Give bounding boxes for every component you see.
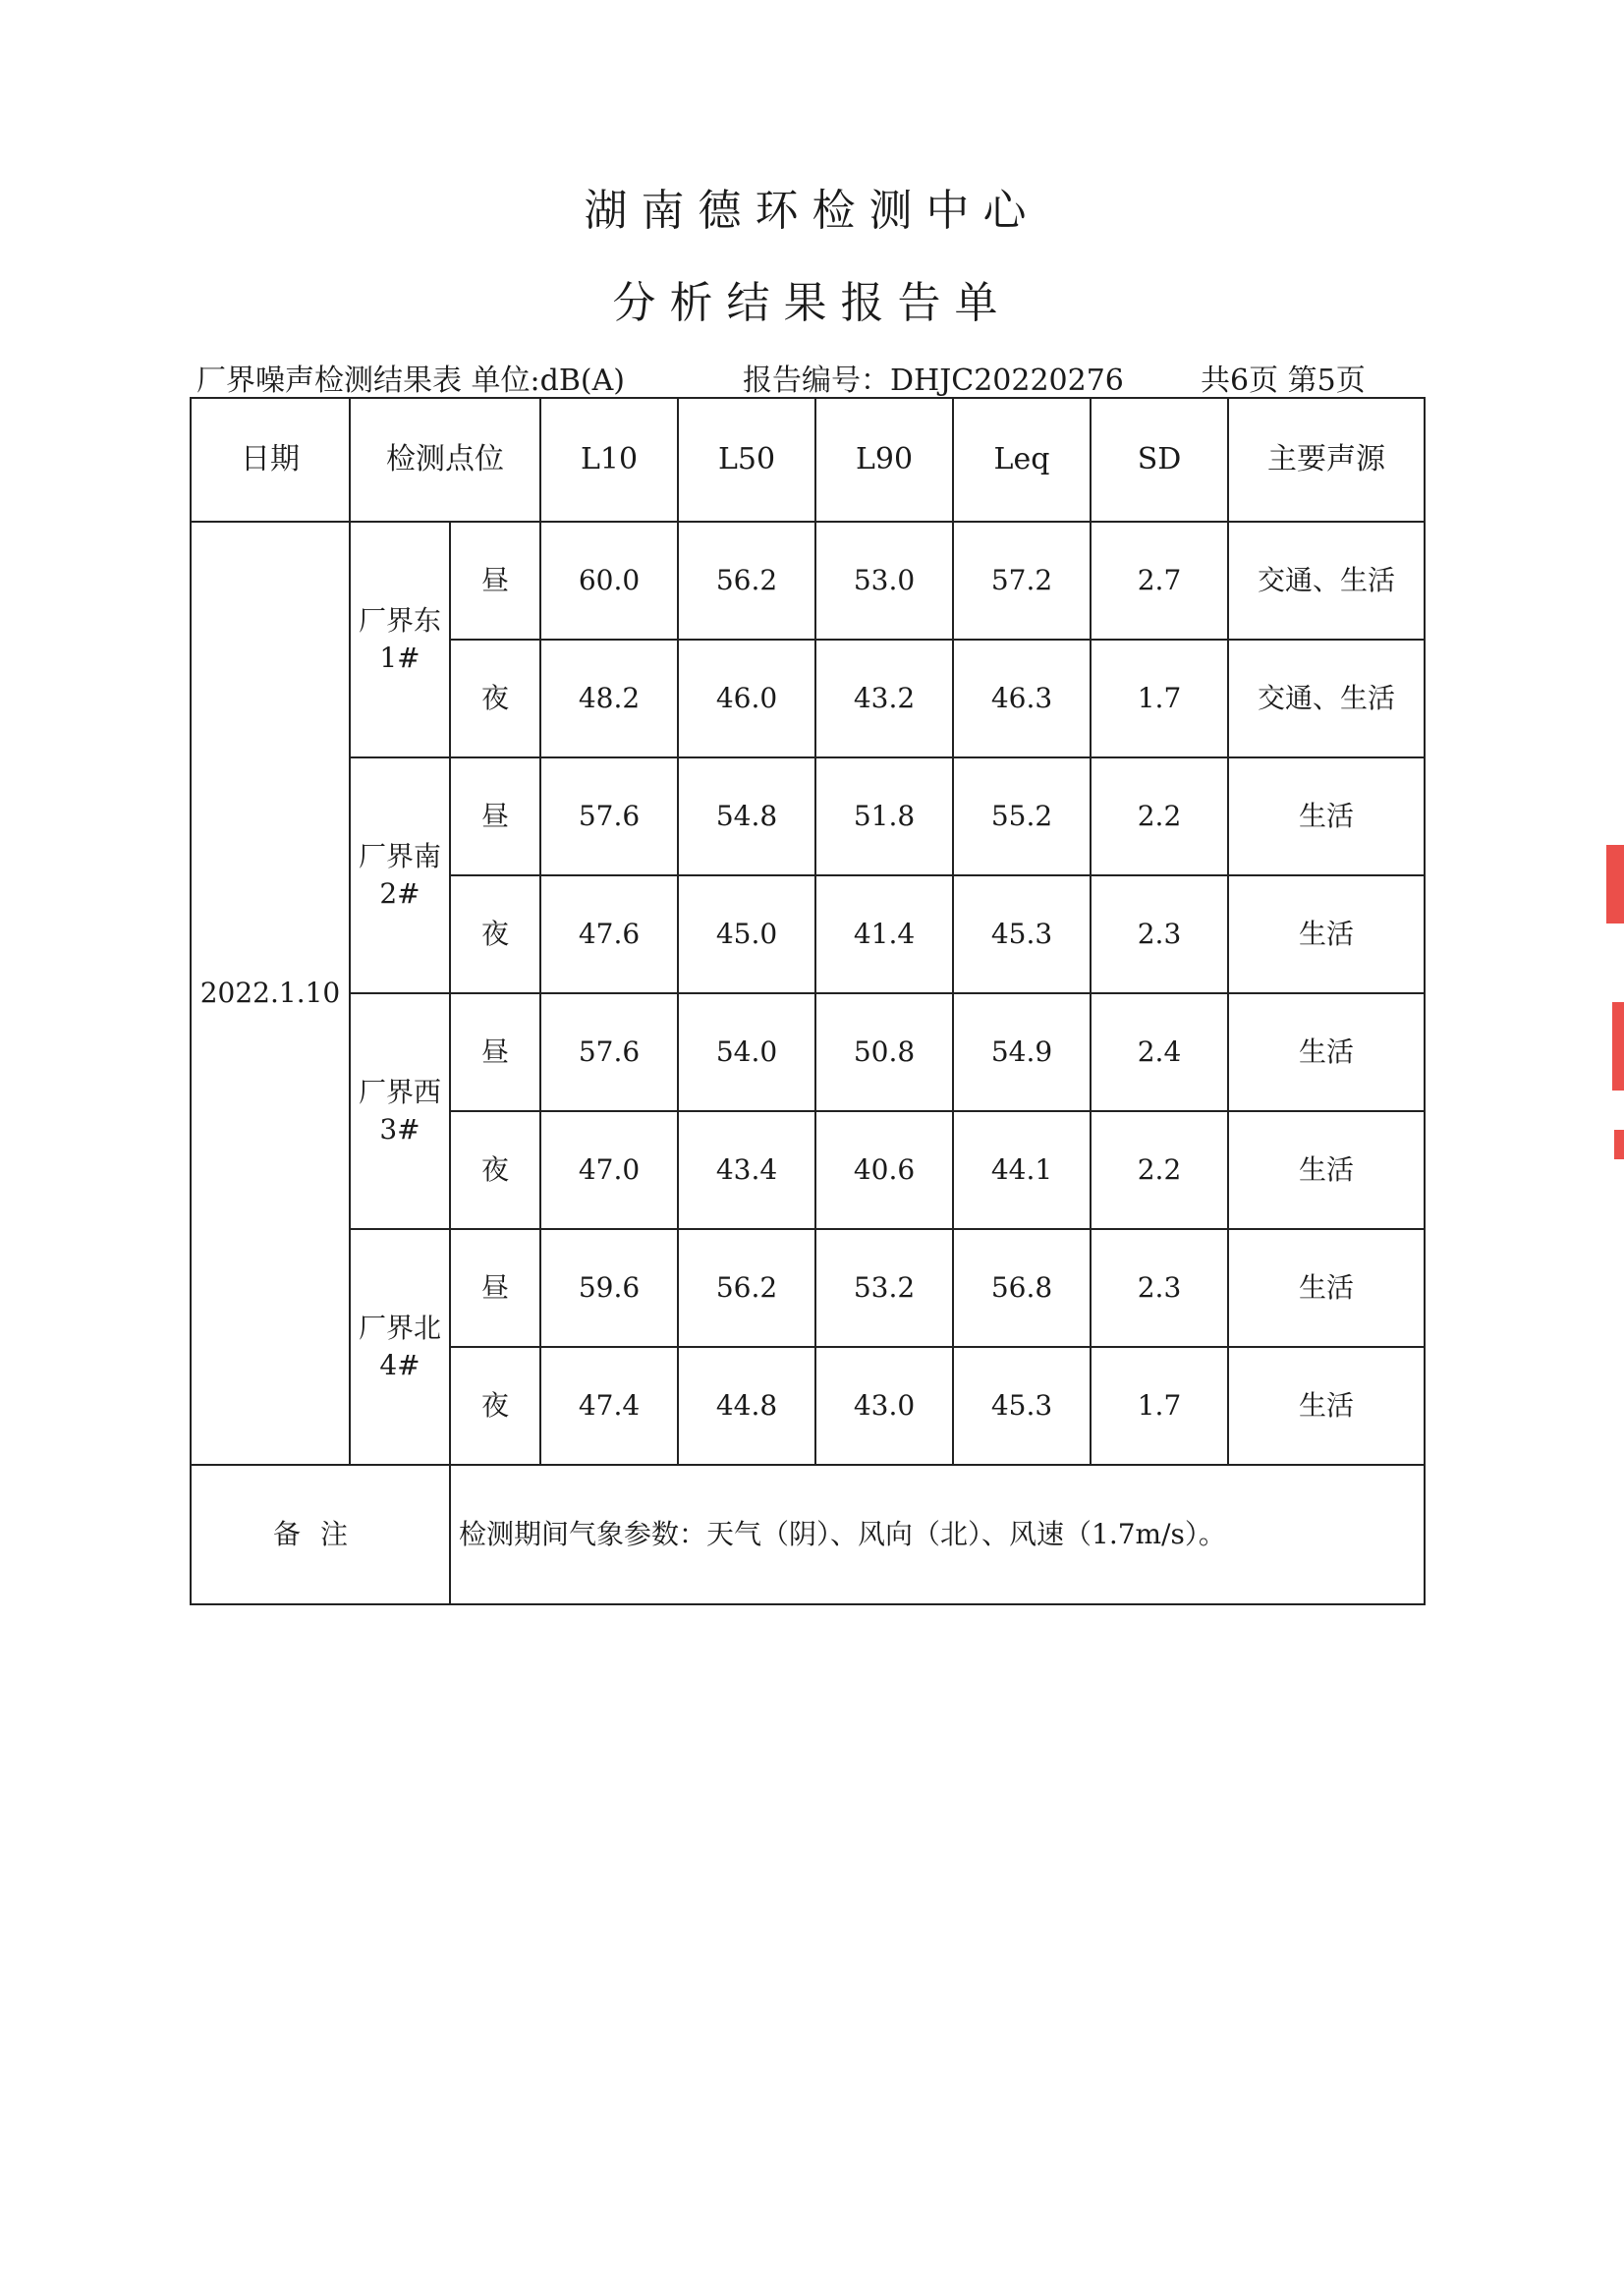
table-header-row bbox=[191, 398, 1425, 522]
period-cell: 昼 bbox=[450, 757, 540, 875]
l90-cell: 51.8 bbox=[815, 757, 953, 875]
l90-cell: 43.0 bbox=[815, 1347, 953, 1465]
table-row bbox=[191, 522, 1425, 640]
col-header-l90: L90 bbox=[815, 398, 953, 522]
col-header-sd: SD bbox=[1091, 398, 1228, 522]
l90-cell: 53.0 bbox=[815, 522, 953, 640]
sd-cell: 2.4 bbox=[1091, 993, 1228, 1111]
col-header-l50: L50 bbox=[678, 398, 815, 522]
note-text: 检测期间气象参数：天气（阴）、风向（北）、风速（1.7m/s）。 bbox=[450, 1465, 1425, 1604]
point-cell: 厂界东 1# bbox=[350, 522, 450, 757]
l10-cell: 57.6 bbox=[540, 993, 678, 1111]
sd-cell: 1.7 bbox=[1091, 1347, 1228, 1465]
l50-cell: 56.2 bbox=[678, 1229, 815, 1347]
leq-cell: 55.2 bbox=[953, 757, 1091, 875]
table-row bbox=[191, 1229, 1425, 1347]
l50-cell: 44.8 bbox=[678, 1347, 815, 1465]
leq-cell: 46.3 bbox=[953, 640, 1091, 757]
sd-cell: 1.7 bbox=[1091, 640, 1228, 757]
l50-cell: 45.0 bbox=[678, 875, 815, 993]
col-header-source: 主要声源 bbox=[1228, 398, 1425, 522]
org-title: 湖南德环检测中心 bbox=[584, 186, 1040, 236]
l10-cell: 47.6 bbox=[540, 875, 678, 993]
sd-cell: 2.3 bbox=[1091, 875, 1228, 993]
col-header-leq: Leq bbox=[953, 398, 1091, 522]
l10-cell: 60.0 bbox=[540, 522, 678, 640]
period-cell: 夜 bbox=[450, 640, 540, 757]
l10-cell: 47.0 bbox=[540, 1111, 678, 1229]
red-stamp-fragment bbox=[1606, 845, 1624, 924]
l50-cell: 56.2 bbox=[678, 522, 815, 640]
page-count: 共6页 第5页 bbox=[1201, 364, 1366, 398]
leq-cell: 44.1 bbox=[953, 1111, 1091, 1229]
leq-cell: 45.3 bbox=[953, 875, 1091, 993]
period-cell: 夜 bbox=[450, 1347, 540, 1465]
red-stamp-fragment bbox=[1614, 1130, 1624, 1159]
sd-cell: 2.7 bbox=[1091, 522, 1228, 640]
period-cell: 昼 bbox=[450, 993, 540, 1111]
l90-cell: 53.2 bbox=[815, 1229, 953, 1347]
l10-cell: 47.4 bbox=[540, 1347, 678, 1465]
period-cell: 夜 bbox=[450, 1111, 540, 1229]
source-cell: 生活 bbox=[1228, 757, 1425, 875]
l50-cell: 46.0 bbox=[678, 640, 815, 757]
source-cell: 交通、生活 bbox=[1228, 522, 1425, 640]
l50-cell: 54.8 bbox=[678, 757, 815, 875]
point-cell: 厂界西 3# bbox=[350, 993, 450, 1229]
note-row bbox=[191, 1465, 1425, 1604]
source-cell: 交通、生活 bbox=[1228, 640, 1425, 757]
leq-cell: 54.9 bbox=[953, 993, 1091, 1111]
point-cell: 厂界南 2# bbox=[350, 757, 450, 993]
l10-cell: 59.6 bbox=[540, 1229, 678, 1347]
period-cell: 夜 bbox=[450, 875, 540, 993]
table-name: 厂界噪声检测结果表 单位:dB(A) bbox=[196, 364, 625, 398]
col-header-date: 日期 bbox=[191, 398, 350, 522]
point-cell: 厂界北 4# bbox=[350, 1229, 450, 1465]
noise-results-table bbox=[190, 397, 1426, 1605]
l90-cell: 41.4 bbox=[815, 875, 953, 993]
l90-cell: 43.2 bbox=[815, 640, 953, 757]
col-header-l10: L10 bbox=[540, 398, 678, 522]
l10-cell: 48.2 bbox=[540, 640, 678, 757]
l50-cell: 54.0 bbox=[678, 993, 815, 1111]
leq-cell: 56.8 bbox=[953, 1229, 1091, 1347]
source-cell: 生活 bbox=[1228, 1347, 1425, 1465]
source-cell: 生活 bbox=[1228, 993, 1425, 1111]
period-cell: 昼 bbox=[450, 522, 540, 640]
date-cell: 2022.1.10 bbox=[191, 522, 350, 1465]
l50-cell: 43.4 bbox=[678, 1111, 815, 1229]
l90-cell: 50.8 bbox=[815, 993, 953, 1111]
note-label: 备注 bbox=[191, 1465, 450, 1604]
sd-cell: 2.2 bbox=[1091, 757, 1228, 875]
col-header-point: 检测点位 bbox=[350, 398, 540, 522]
table-row bbox=[191, 757, 1425, 875]
source-cell: 生活 bbox=[1228, 1229, 1425, 1347]
red-stamp-fragment bbox=[1612, 1002, 1624, 1091]
l90-cell: 40.6 bbox=[815, 1111, 953, 1229]
sd-cell: 2.2 bbox=[1091, 1111, 1228, 1229]
sd-cell: 2.3 bbox=[1091, 1229, 1228, 1347]
l10-cell: 57.6 bbox=[540, 757, 678, 875]
source-cell: 生活 bbox=[1228, 1111, 1425, 1229]
doc-title: 分析结果报告单 bbox=[612, 278, 1012, 328]
table-row bbox=[191, 993, 1425, 1111]
leq-cell: 45.3 bbox=[953, 1347, 1091, 1465]
leq-cell: 57.2 bbox=[953, 522, 1091, 640]
report-number: 报告编号：DHJC20220276 bbox=[743, 364, 1124, 398]
period-cell: 昼 bbox=[450, 1229, 540, 1347]
source-cell: 生活 bbox=[1228, 875, 1425, 993]
